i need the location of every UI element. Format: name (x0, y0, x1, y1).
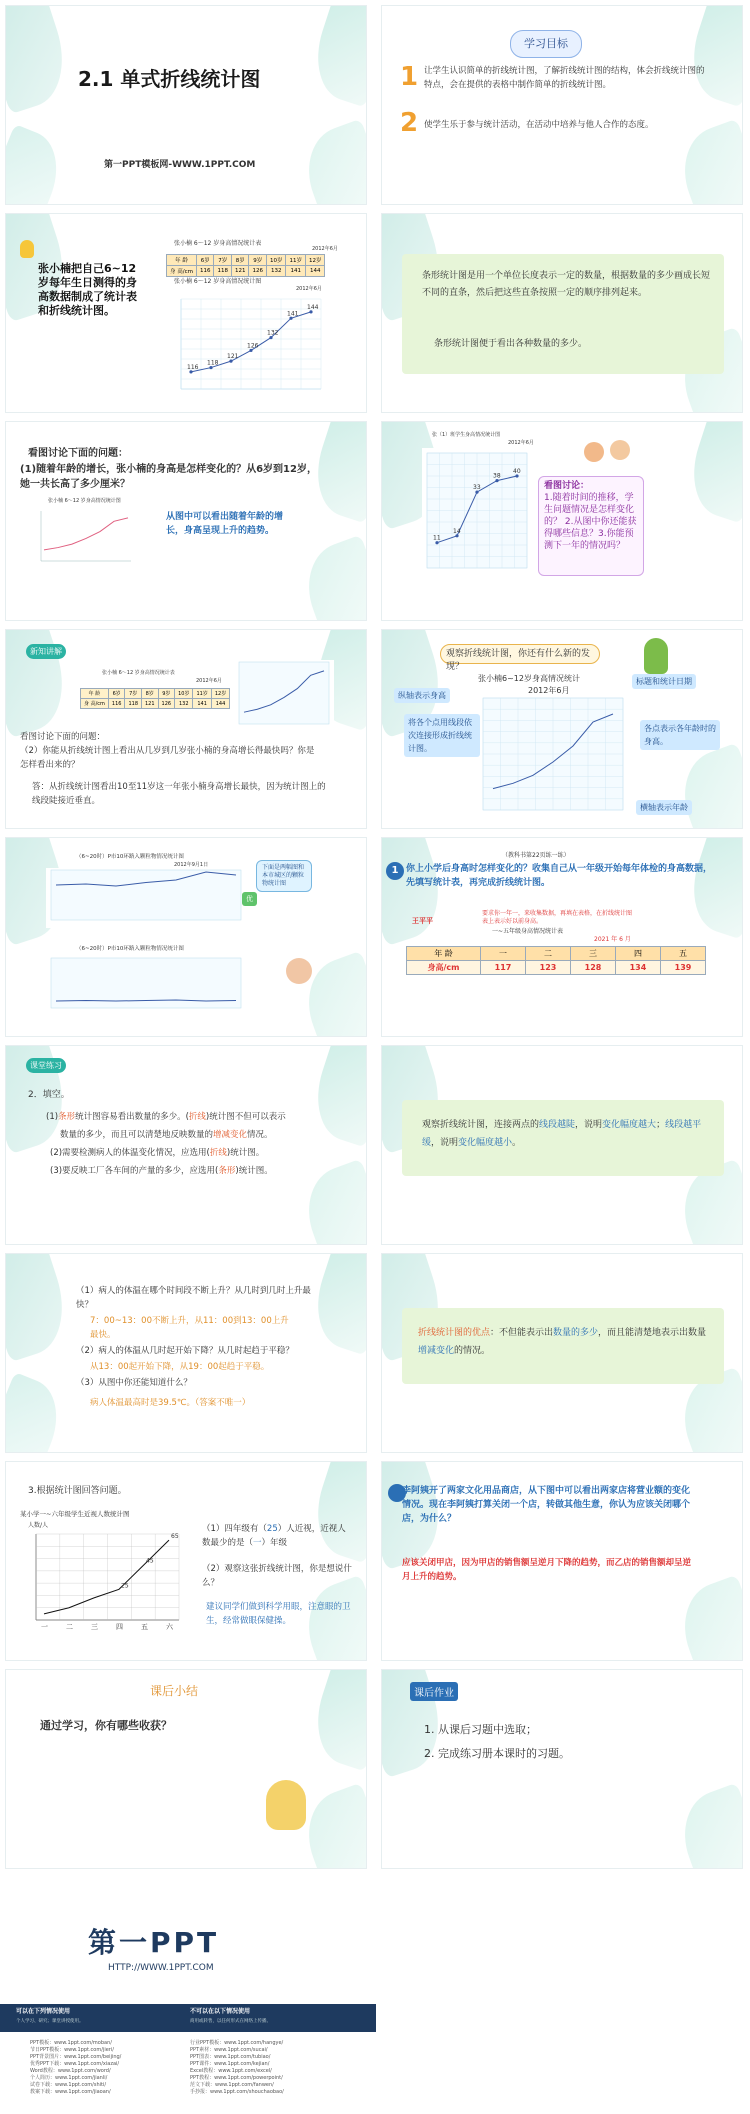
new-knowledge-badge: 新知讲解 (26, 644, 66, 659)
shop-answer: 应该关闭甲店，因为甲店的销售额呈逆月下降的趋势，而乙店的销售额却呈逆月上升的趋势。 (402, 1558, 692, 1582)
footer-logo: 第一PPT (88, 1926, 220, 1959)
slide-height-data (5, 213, 367, 413)
footer-link[interactable]: PPT图表：www.1ppt.com/tubiao/ (190, 2054, 271, 2060)
table-cell: 116 (196, 266, 214, 277)
table-cell: 一 (481, 947, 526, 961)
chart2-title: （6~20时）P市10环路入颗粒物情况统计图 (76, 946, 184, 952)
mini-chart-title: 张小楠 6～12 岁身高情况统计图 (48, 498, 121, 504)
fill-line-3: (2)需要检测病人的体温变化情况，应选用(折线)统计图。 (50, 1148, 265, 1158)
parts-chart-svg (478, 696, 628, 818)
footer-link[interactable]: PPT课件：www.1ppt.com/kejian/ (190, 2061, 270, 2067)
x-tick-label: 四 (116, 1623, 123, 1631)
answer-2: 答：从折线统计图看出10至11岁这一年张小楠身高增长最快，因为统计图上的线段陡接近垂直。 (32, 782, 326, 806)
table-title: 张小楠 6～12 岁身高情况统计表 (174, 240, 262, 247)
point-label: 33 (473, 484, 481, 492)
table-cell: 12岁 (211, 689, 229, 699)
answer-text: 从图中可以看出随着年龄的增长，身高呈现上升的趋势。 (166, 512, 284, 536)
homework-badge: 课后作业 (410, 1682, 458, 1701)
point-label: 65 (171, 1533, 179, 1541)
summary-question: 通过学习，你有哪些收获？ (40, 1719, 172, 1732)
exercise-number: 1 (386, 862, 404, 880)
slide-title (5, 5, 367, 205)
excellent-tag: 优 (242, 892, 257, 906)
kids-illustration (578, 436, 638, 474)
series-line (44, 518, 128, 550)
point-label: 118 (207, 359, 219, 367)
point-label: 11 (433, 534, 441, 542)
temp-a1: 7：00~13：00不断上升，从11：00到13：00上升最快。 (90, 1316, 289, 1340)
table-cell: 7岁 (125, 689, 142, 699)
myopia-q1: （1）四年级有（25）人近视，近视人数最少的是（一）年级 (202, 1524, 346, 1548)
shop-question: 李阿姨开了两家文化用品商店，从下图中可以看出两家店将营业额的变化情况。现在李阿姨打算关闭一个店，转做其他生意，你认为应该关闭哪个店，为什么？ (402, 1486, 691, 1524)
height-line-chart (166, 294, 326, 404)
footer-link[interactable]: 手抄报：www.1ppt.com/shouchaobao/ (190, 2089, 284, 2095)
footer-link[interactable]: 教案下载：www.1ppt.com/jiaoan/ (30, 2089, 111, 2095)
height-chart-2-svg (234, 660, 334, 730)
grade-height-table (406, 946, 706, 975)
table-cell: 132 (175, 699, 193, 709)
temp-q1: （1）病人的体温在哪个时间段不断上升？从几时到几时上升最快？ (76, 1286, 311, 1310)
point-label: 121 (227, 353, 239, 361)
height-table (166, 254, 325, 277)
footer-links-left (30, 2040, 180, 2096)
height-line-chart-2 (234, 660, 334, 730)
table-cell: 身 高/cm (81, 699, 109, 709)
pollution-chart-1-svg (46, 868, 246, 928)
footer-link[interactable]: PPT背景图片：www.1ppt.com/beijing/ (30, 2054, 122, 2060)
class-chart-title: 张（1）班学生身高情况统计图 (432, 432, 501, 438)
definition-p1: 条形统计图是用一个单位长度表示一定的数量，根据数量的多少画成长短不同的直条，然后把这些直条按照一定的顺序排列起来。 (422, 271, 711, 298)
table-cell: 128 (570, 961, 615, 975)
chart-bubble: 下面是两幅图和本市城区的颗粒物统计图 (256, 860, 312, 892)
question-1: (1)随着年龄的增长，张小楠的身高是怎样变化的？从6岁到12岁，她一共长高了多少厘米？ (20, 464, 317, 490)
slide-slope-meaning (381, 1045, 743, 1245)
point-label: 38 (493, 472, 501, 480)
table-cell: 117 (481, 961, 526, 975)
y-axis-tag: 纵轴表示身高 (394, 688, 450, 703)
table-cell: 139 (660, 961, 705, 975)
discussion-bubble: 看图讨论： 1.随着时间的推移，学生问题情况是怎样变化的？ 2.从图中你还能获得哪些信息？3.你能预测下一年的情况吗？ (538, 476, 644, 576)
footer-link[interactable]: 个人简历：www.1ppt.com/jianli/ (30, 2075, 108, 2081)
chart1-title: （6~20时）P市10环路入颗粒物情况统计图 (76, 854, 184, 860)
slide-myopia-chart (5, 1461, 367, 1661)
myopia-a2: 建议同学们做到科学用眼，注意眼的卫生，经常做眼保健操。 (206, 1602, 351, 1626)
fill-line-1: (1)条形统计图容易看出数量的多少。(折线)统计图不但可以表示 (46, 1112, 286, 1122)
pollution-chart-2-svg (46, 956, 246, 1016)
table-cell: 11岁 (286, 255, 306, 266)
table-cell: 144 (305, 266, 325, 277)
x-axis-tag: 横轴表示年龄 (636, 800, 692, 815)
goal-number-1: 1 (400, 62, 419, 92)
table-cell: 134 (615, 961, 660, 975)
slide-practice-table (381, 837, 743, 1037)
series-line (44, 1540, 169, 1614)
pollution-chart-2 (46, 956, 246, 1016)
footer-link[interactable]: PPT素材：www.1ppt.com/sucai/ (190, 2047, 268, 2053)
slide-chart-parts (381, 629, 743, 829)
goal-badge: 学习目标 (510, 30, 582, 58)
bulb-icon (20, 240, 34, 258)
textbook-source: （教科书第22页练一练） (502, 852, 570, 859)
table-cell: 116 (108, 699, 125, 709)
point-label: 14 (453, 527, 461, 535)
table-date-2: 2012年6月 (196, 678, 222, 684)
chart-title-8: 张小楠6~12岁身高情况统计 (478, 674, 580, 683)
fill-line-2: 数量的多少，而且可以清楚地反映数量的增减变化情况。 (60, 1130, 273, 1140)
point-label: 144 (307, 303, 319, 311)
footer-link[interactable]: 行业PPT模板：www.1ppt.com/hangye/ (190, 2040, 284, 2046)
girl-illustration (286, 958, 312, 984)
footer-link[interactable]: PPT教程：www.1ppt.com/powerpoint/ (190, 2075, 283, 2081)
parts-line-chart (478, 696, 628, 818)
student-note: 要求你一年一，来收集数据，再填在表格，在折线统计图表上表示好以前身高。 (482, 910, 633, 925)
slide-discussion-2 (5, 629, 367, 829)
table-cell: 三 (570, 947, 615, 961)
table-cell: 10岁 (266, 255, 286, 266)
table-cell: 9岁 (249, 255, 267, 266)
class-chart-date: 2012年6月 (508, 440, 534, 446)
chart-title: 张小楠 6～12 岁身高情况统计图 (174, 278, 262, 285)
exercise-question: 你上小学后身高时怎样变化的？收集自己从一年级开始每年体检的身高数据，先填写统计表，再完成折线统计图。 (406, 864, 713, 888)
footer-link[interactable]: Excel教程：www.1ppt.com/excel/ (190, 2068, 272, 2074)
table-cell: 126 (158, 699, 175, 709)
mini-chart-svg (36, 506, 136, 566)
slide-goals (381, 5, 743, 205)
temp-a3: 病人体温最高时是39.5℃。（答案不唯一） (90, 1398, 251, 1408)
slide-line-advantage (381, 1253, 743, 1453)
table-cell: 身高/cm (407, 961, 481, 975)
points-tag: 各点表示各年龄时的身高。 (640, 720, 720, 750)
student-name: 王平平 (412, 917, 433, 925)
polyline-tag: 将各个点用线段依次连接形成折线统计图。 (404, 714, 480, 757)
observe-question: 观察折线统计图，你还有什么新的发现？ (440, 644, 600, 664)
footer-link[interactable]: 试卷下载：www.1ppt.com/shiti/ (30, 2082, 107, 2088)
site-name: 第一PPT模板网-WWW.1PPT.COM (104, 160, 256, 170)
footer-link[interactable]: 节日PPT模板：www.1ppt.com/jieri/ (30, 2047, 114, 2053)
pollution-chart-1 (46, 868, 246, 928)
homework-item-1: 1. 从课后习题中选取； (424, 1723, 537, 1736)
question-2: （2）你能从折线统计图上看出从几岁到几岁张小楠的身高增长得最快吗？你是怎样看出来的？ (20, 746, 315, 770)
height-table-2 (80, 688, 230, 709)
myopia-y-unit: 人数/人 (28, 1522, 49, 1529)
table-cell: 132 (266, 266, 286, 277)
slide-bar-definition (381, 213, 743, 413)
table-cell: 7岁 (214, 255, 232, 266)
point-label: 126 (247, 342, 259, 350)
discussion-heading-2: 看图讨论下面的问题： (20, 732, 106, 742)
notice-allowed-title: 可以在下列情况使用 (16, 2008, 71, 2015)
temp-a2: 从13：00起开始下降，从19：00起趋于平稳。 (90, 1362, 270, 1372)
grade-table-title: 一~五年级身高情况统计表 (492, 928, 564, 935)
grade-table-date: 2021 年 6 月 (594, 936, 631, 943)
footer-notice-bar (0, 2004, 376, 2032)
footer-links-right (190, 2040, 360, 2096)
myopia-chart-svg (24, 1532, 184, 1632)
notice-allowed-text: 个人学习、研究；课堂讲授使用。 (16, 2019, 84, 2024)
table-cell: 6岁 (108, 689, 125, 699)
point-label: 40 (513, 468, 521, 475)
table-cell: 8岁 (231, 255, 249, 266)
table-cell: 身 高/cm (167, 266, 197, 277)
table-cell: 6岁 (196, 255, 214, 266)
height-chart-svg (166, 294, 326, 404)
table-date: 2012年6月 (312, 246, 338, 252)
slide-class-chart (381, 421, 743, 621)
footer-link[interactable]: 范文下载：www.1ppt.com/fanwen/ (190, 2082, 274, 2088)
homework-item-2: 2. 完成练习册本课时的习题。 (424, 1747, 570, 1760)
point-label: 141 (287, 310, 299, 318)
footer-link[interactable]: 优秀PPT下载：www.1ppt.com/xiazai/ (30, 2061, 120, 2067)
title-date-tag: 标题和统计日期 (632, 674, 696, 689)
mini-height-chart (36, 506, 136, 566)
point-label: 116 (187, 363, 199, 371)
x-tick-label: 三 (91, 1623, 98, 1631)
class-chart-svg (422, 448, 532, 578)
myopia-q2: （2）观察这张折线统计图，你是想说什么？ (202, 1564, 352, 1588)
chart-date: 2012年6月 (296, 286, 322, 292)
table-cell: 二 (526, 947, 571, 961)
class-line-chart (422, 448, 532, 578)
table-cell: 144 (211, 699, 229, 709)
table-cell: 11岁 (193, 689, 211, 699)
goal-2: 使学生乐于参与统计活动，在活动中培养与他人合作的态度。 (424, 120, 654, 130)
dinosaur-icon (644, 638, 668, 674)
owl-illustration (266, 1780, 306, 1830)
slide-homework (381, 1669, 743, 1869)
chart-date-8: 2012年6月 (528, 686, 570, 695)
table-cell: 141 (286, 266, 306, 277)
x-tick-label: 五 (141, 1623, 148, 1631)
table-cell: 118 (214, 266, 232, 277)
table-cell: 年 龄 (167, 255, 197, 266)
table-cell: 五 (660, 947, 705, 961)
table-cell: 年 龄 (81, 689, 109, 699)
temp-q2: （2）病人的体温从几时起开始下降？从几时起趋于平稳？ (76, 1346, 294, 1356)
table-title-2: 张小楠 6～12 岁身高情况统计表 (102, 670, 175, 676)
point-label: 132 (267, 329, 279, 337)
slope-text: 观察折线统计图，连接两点的线段越陡，说明变化幅度越大；线段越平缓，说明变化幅度越小。 (422, 1120, 702, 1148)
slide-shop-question (381, 1461, 743, 1661)
table-cell: 123 (526, 961, 571, 975)
table-cell: 141 (193, 699, 211, 709)
goal-number-2: 2 (400, 108, 419, 138)
footer-url: HTTP://WWW.1PPT.COM (108, 1963, 214, 1973)
notice-forbidden-title: 不可以在以下情况使用 (190, 2008, 251, 2015)
slide-discussion-1 (5, 421, 367, 621)
x-tick-label: 二 (66, 1623, 73, 1631)
temp-q3: （3）从图中你还能知道什么？ (76, 1378, 192, 1388)
discussion-heading: 看图讨论下面的问题： (28, 448, 128, 459)
footer-link[interactable]: PPT模板：www.1ppt.com/moban/ (30, 2040, 112, 2046)
slide-pollution-charts (5, 837, 367, 1037)
chart1-date: 2012年9月1日 (174, 862, 209, 868)
fill-title: 2．填空。 (28, 1090, 70, 1100)
table-cell: 8岁 (142, 689, 159, 699)
footer-link[interactable]: Word教程：www.1ppt.com/word/ (30, 2068, 111, 2074)
advantage-text: 折线统计图的优点：不但能表示出数量的多少，而且能清楚地表示出数量增减变化的情况。 (418, 1328, 707, 1356)
table-cell: 年 龄 (407, 947, 481, 961)
table-cell: 10岁 (175, 689, 193, 699)
summary-badge: 课后小结 (150, 1684, 199, 1698)
x-tick-label: 一 (41, 1623, 48, 1631)
table-cell: 12岁 (305, 255, 325, 266)
fill-line-4: (3)要反映工厂各车间的产量的多少，应选用(条形)统计图。 (50, 1166, 273, 1176)
practice-badge: 课堂练习 (26, 1058, 66, 1073)
myopia-line-chart (24, 1532, 184, 1632)
table-cell: 121 (231, 266, 249, 277)
intro-text: 张小楠把自己6~12岁每年生日测得的身高数据制成了统计表和折线统计图。 (38, 262, 137, 317)
lesson-title: 2.1 单式折线统计图 (78, 67, 261, 91)
table-cell: 9岁 (158, 689, 175, 699)
point-label: 45 (146, 1557, 154, 1565)
x-tick-label: 六 (166, 1623, 173, 1631)
table-cell: 126 (249, 266, 267, 277)
slide-summary (5, 1669, 367, 1869)
slide-temperature-questions (5, 1253, 367, 1453)
definition-p2: 条形统计图便于看出各种数量的多少。 (434, 339, 588, 349)
notice-forbidden-text: 商用或转售，以任何形式在网络上传播。 (190, 2019, 271, 2024)
table-cell: 121 (142, 699, 159, 709)
slide-fill-in (5, 1045, 367, 1245)
myopia-chart-title: 某小学一~六年级学生近视人数统计图 (20, 1510, 130, 1518)
point-label: 25 (121, 1582, 129, 1590)
table-cell: 四 (615, 947, 660, 961)
table-cell: 118 (125, 699, 142, 709)
myopia-title: 3.根据统计图回答问题。 (28, 1486, 127, 1496)
goal-1: 让学生认识简单的折线统计图，了解折线统计图的结构，体会折线统计图的特点，会在提供的表格中制作简单的折线统计图。 (424, 66, 705, 90)
